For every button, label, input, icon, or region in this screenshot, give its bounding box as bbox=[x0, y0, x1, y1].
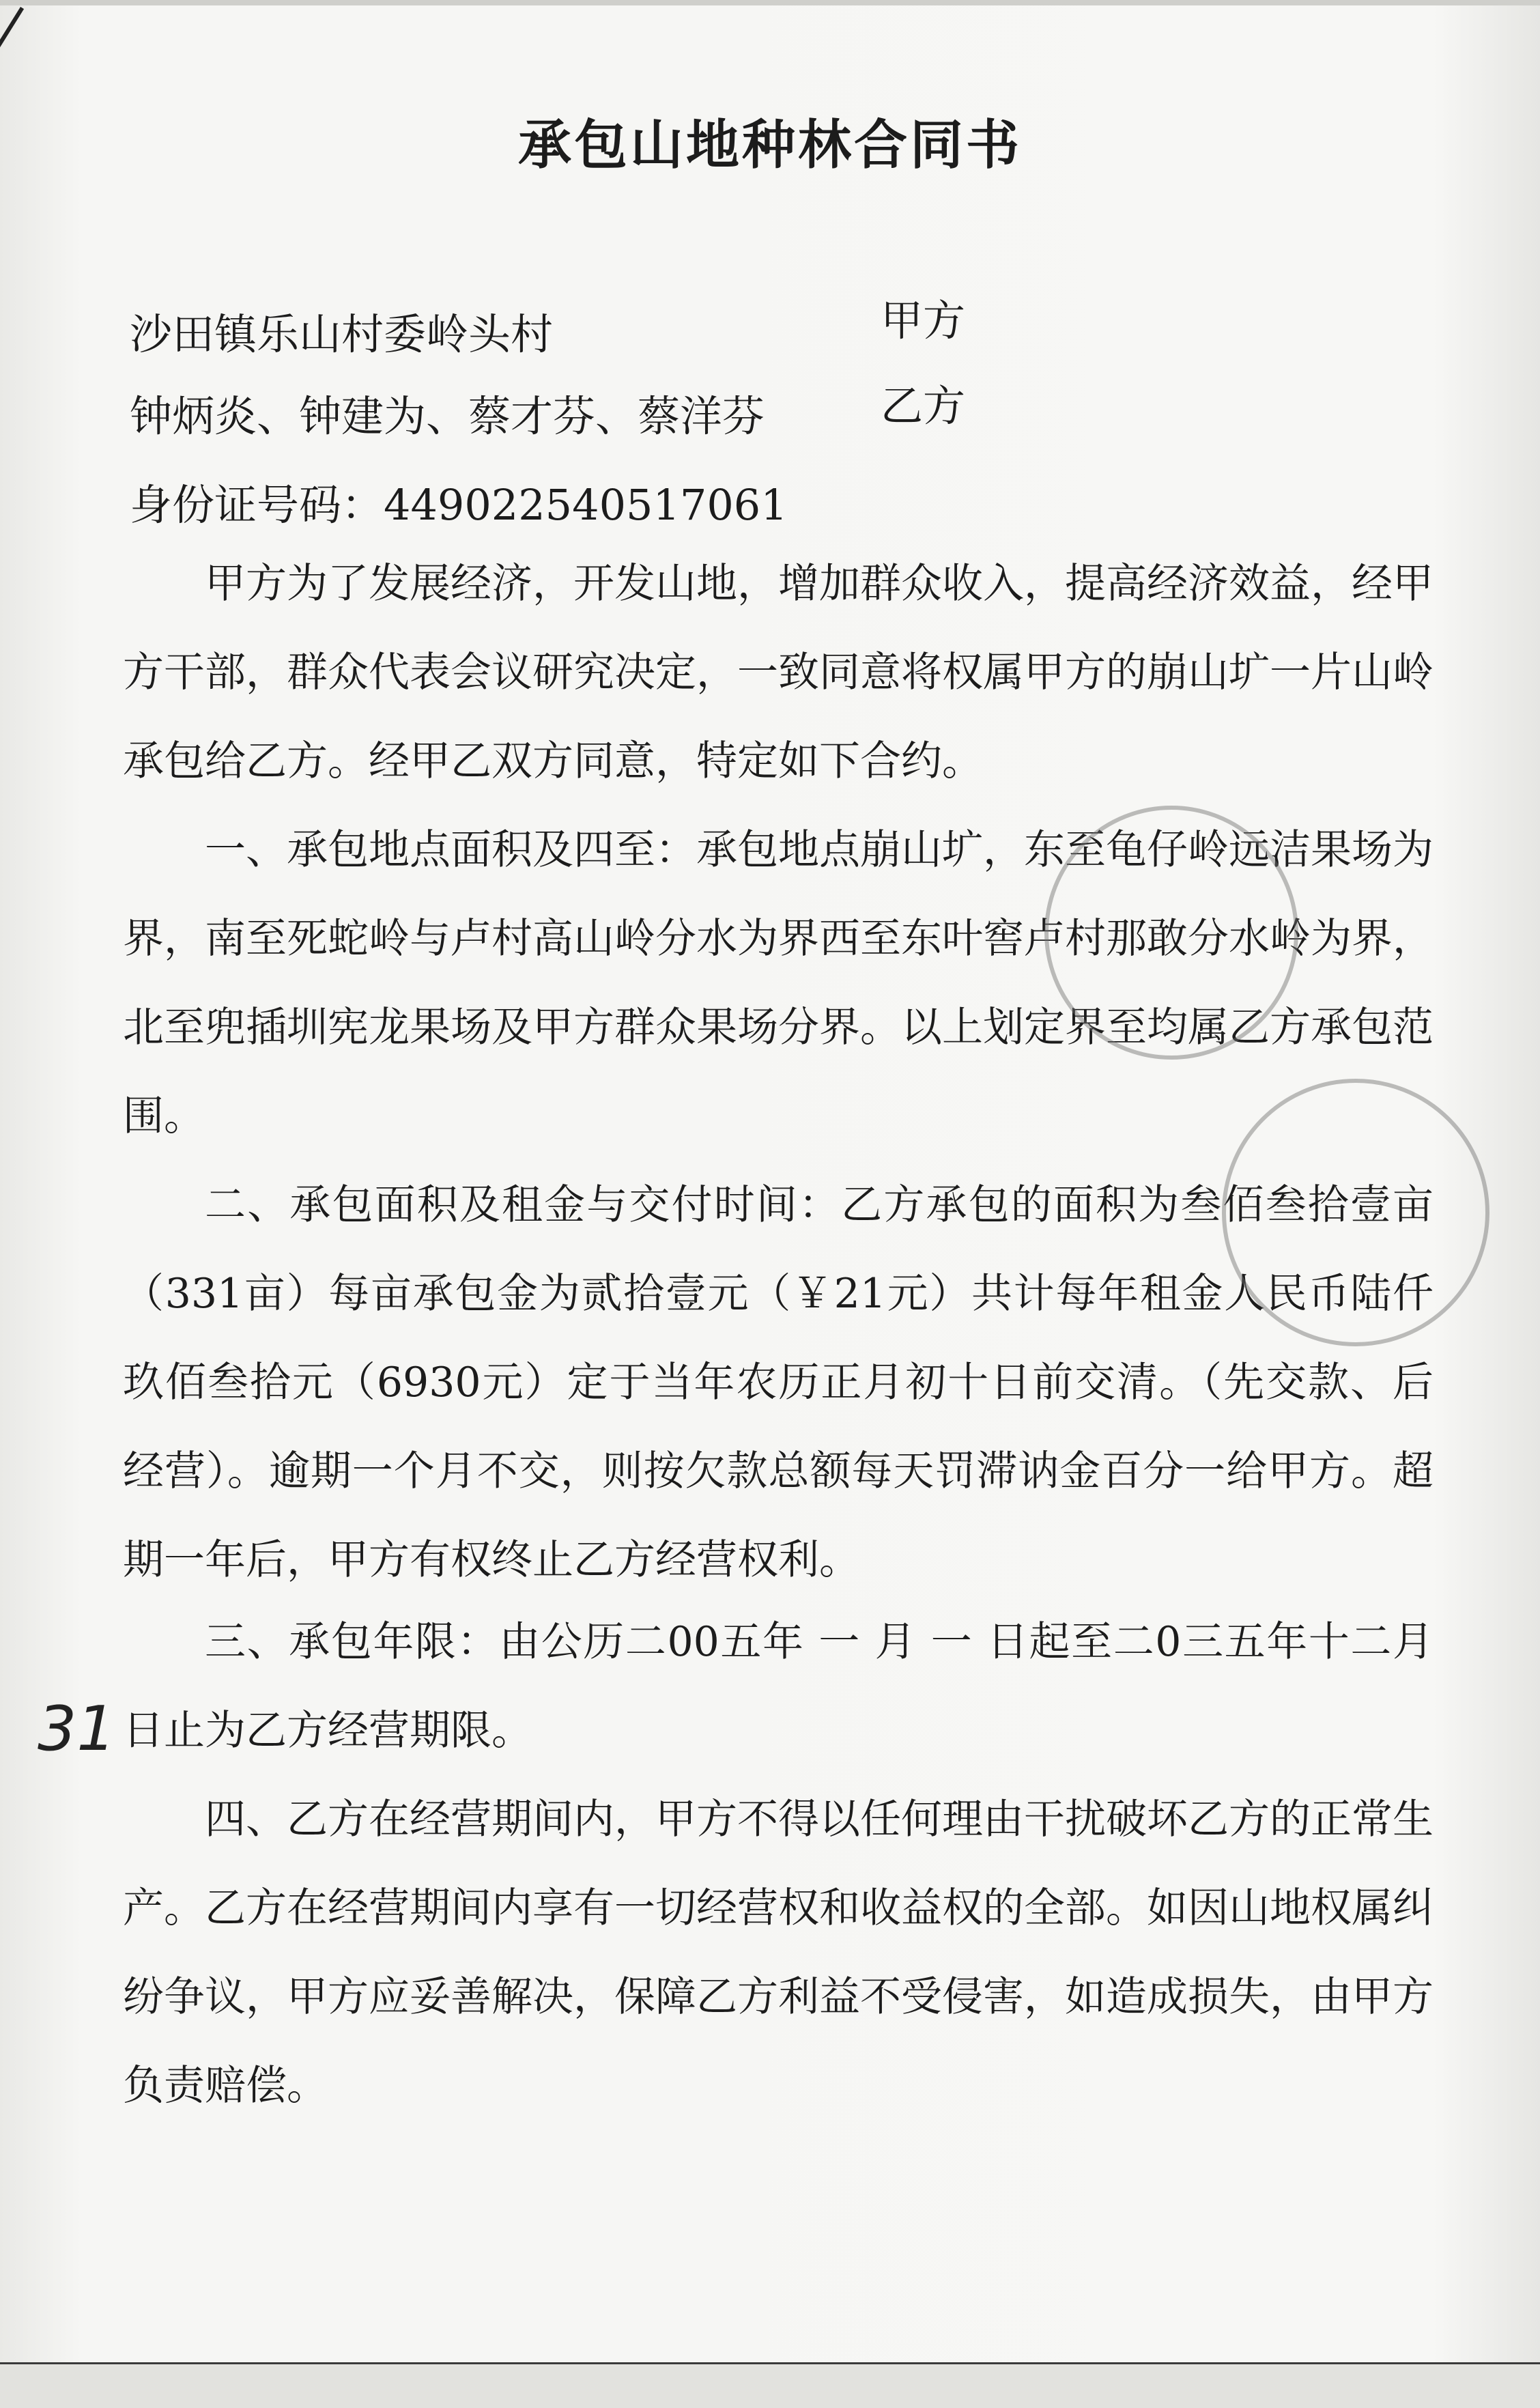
page-bottom-edge bbox=[0, 2362, 1540, 2408]
official-seal-1 bbox=[1044, 806, 1298, 1060]
party-b-name: 钟炳炎、钟建为、蔡才芬、蔡洋芬 bbox=[130, 391, 765, 441]
pen-mark bbox=[0, 7, 24, 90]
party-a-name: 沙田镇乐山村委岭头村 bbox=[130, 309, 554, 359]
clause-3: 三、承包年限：由公历二00五年 一 月 一 日起至二0三五年十二月 日止为乙方经营期限。 bbox=[123, 1618, 1434, 1755]
document-title: 承包山地种林合同书 bbox=[517, 115, 1022, 176]
clause-4: 四、乙方在经营期间内，甲方不得以任何理由干扰破坏乙方的正常生产。乙方在经营期间内享有一切经营权和收益权的全部。如因山地权属纠纷争议，甲方应妥善解决，保障乙方利益不受侵害，如造成损失，由甲方负责赔偿。 bbox=[123, 1796, 1434, 2110]
party-a-role: 甲方 bbox=[881, 296, 966, 345]
margin-handwritten-note: 31 bbox=[38, 1693, 116, 1765]
clause-1: 一、承包地点面积及四至：承包地点崩山圹，东至龟仔岭远洁果场为界，南至死蛇岭与卢村高山岭分水为界西至东叶窖卢村那敢分水岭为界，北至兜插圳宪龙果场及甲方群众果场分界。以上划定界至均属乙方承包范围。 bbox=[123, 826, 1434, 1140]
page-top-edge bbox=[0, 0, 1540, 5]
intro-paragraph: 甲方为了发展经济，开发山地，增加群众收入，提高经济效益，经甲方干部，群众代表会议研究决定，一致同意将权属甲方的崩山圹一片山岭承包给乙方。经甲乙双方同意，特定如下合约。 bbox=[123, 560, 1434, 785]
clause-2: 二、承包面积及租金与交付时间：乙方承包的面积为叁佰叁拾壹亩（331亩）每亩承包金为贰拾壹元（￥21元）共计每年租金人民币陆仟玖佰叁拾元（6930元）定于当年农历正月初十日前交清。（先交款、后经营）。逾期一个月不交，则按欠款总额每天罚滞讷金百分一给甲方。超期一年后，甲方有权终止乙方经营权利。 bbox=[123, 1181, 1434, 1584]
party-b-role: 乙方 bbox=[881, 381, 966, 431]
id-number-line: 身份证号码：449022540517061 bbox=[130, 480, 788, 530]
official-seal-2 bbox=[1222, 1079, 1489, 1346]
